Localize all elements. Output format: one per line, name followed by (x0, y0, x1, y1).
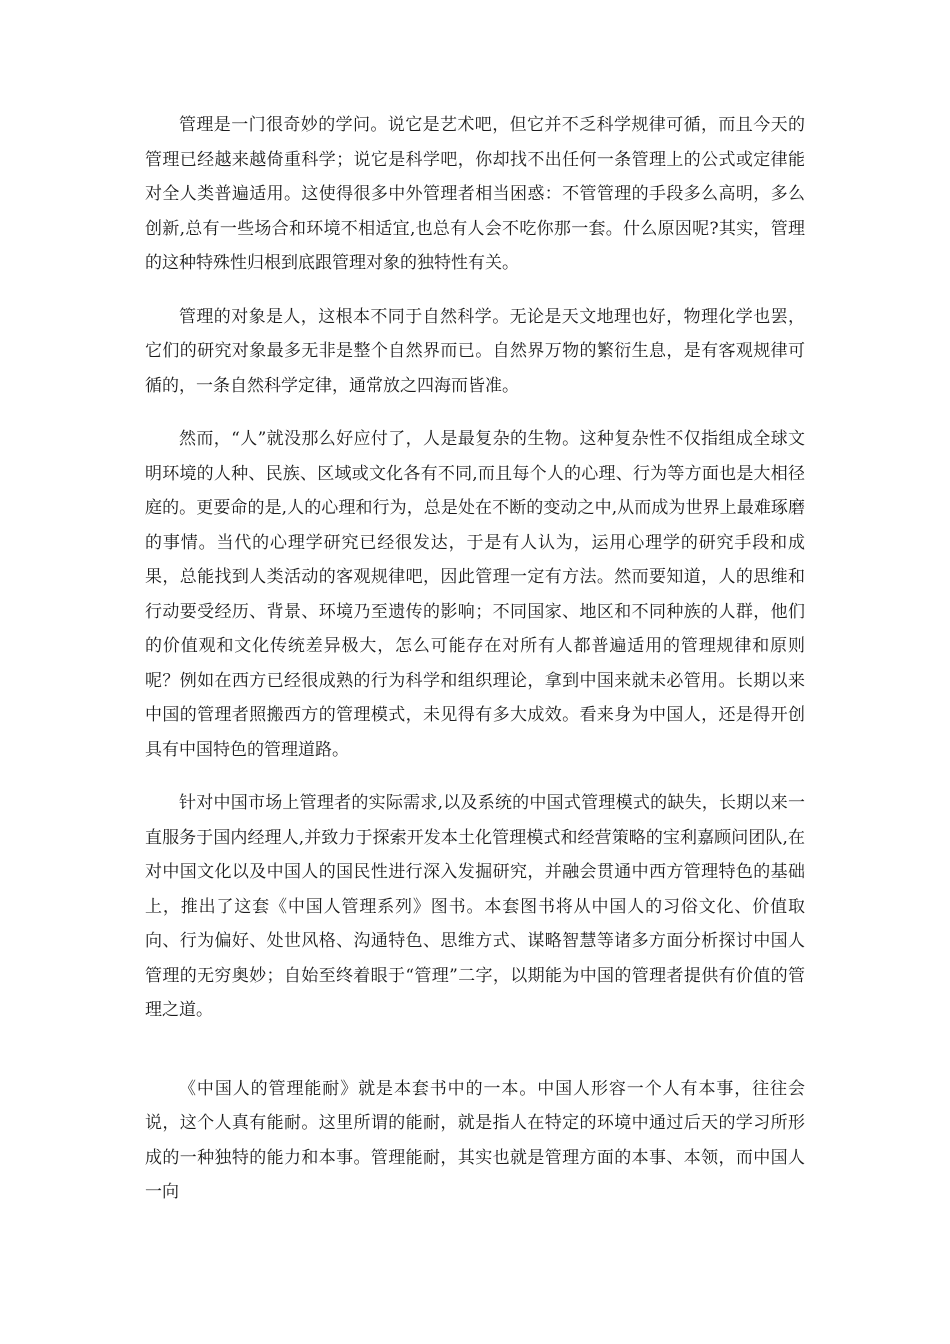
paragraph-5: 《中国人的管理能耐》就是本套书中的一本。中国人形容一个人有本事，往往会说，这个人真有能耐。这里所谓的能耐，就是指人在特定的环境中通过后天的学习所形成的一种独特的能力和本事。管理能耐，其实也就是管理方面的本事、本领，而中国人一向 (145, 1078, 805, 1202)
paragraph-3: 然而，“人”就没那么好应付了，人是最复杂的生物。这种复杂性不仅指组成全球文明环境的人种、民族、区域或文化各有不同,而且每个人的心理、行为等方面也是大相径庭的。更要命的是,人的心理和行为，总是处在不断的变动之中,从而成为世界上最难琢磨的事情。当代的心理学研究已经很发达，于是有人认为，运用心理学的研究手段和成果，总能找到人类活动的客观规律吧，因此管理一定有方法。然而要知道，人的思维和行动要受经历、背景、环境乃至遗传的影响；不同国家、地区和不同种族的人群，他们的价值观和文化传统差异极大，怎么可能存在对所有人都普遍适用的管理规律和原则呢？例如在西方已经很成熟的行为科学和组织理论，拿到中国来就未必管用。长期以来中国的管理者照搬西方的管理模式，未见得有多大成效。看来身为中国人，还是得开创具有中国特色的管理道路。 (145, 429, 805, 760)
document-page (145, 108, 805, 1229)
paragraph-1: 管理是一门很奇妙的学问。说它是艺术吧，但它并不乏科学规律可循，而且今天的管理已经越来越倚重科学；说它是科学吧，你却找不出任何一条管理上的公式或定律能对全人类普遍适用。这使得很多中外管理者相当困惑：不管管理的手段多么高明，多么创新,总有一些场合和环境不相适宜,也总有人会不吃你那一套。什么原因呢?其实，管理的这种特殊性归根到底跟管理对象的独特性有关。 (145, 115, 805, 273)
paragraph-2: 管理的对象是人，这根本不同于自然科学。无论是天文地理也好，物理化学也罢，它们的研究对象最多无非是整个自然界而已。自然界万物的繁衍生息，是有客观规律可循的，一条自然科学定律，通常放之四海而皆准。 (145, 306, 805, 396)
paragraph-4: 针对中国市场上管理者的实际需求,以及系统的中国式管理模式的缺失，长期以来一直服务于国内经理人,并致力于探索开发本土化管理模式和经营策略的宝利嘉顾问团队,在对中国文化以及中国人的国民性进行深入发掘研究，并融会贯通中西方管理特色的基础上，推出了这套《中国人管理系列》图书。本套图书将从中国人的习俗文化、价值取向、行为偏好、处世风格、沟通特色、思维方式、谋略智慧等诸多方面分析探讨中国人管理的无穷奥妙；自始至终着眼于“管理”二字，以期能为中国的管理者提供有价值的管理之道。 (145, 793, 805, 1020)
